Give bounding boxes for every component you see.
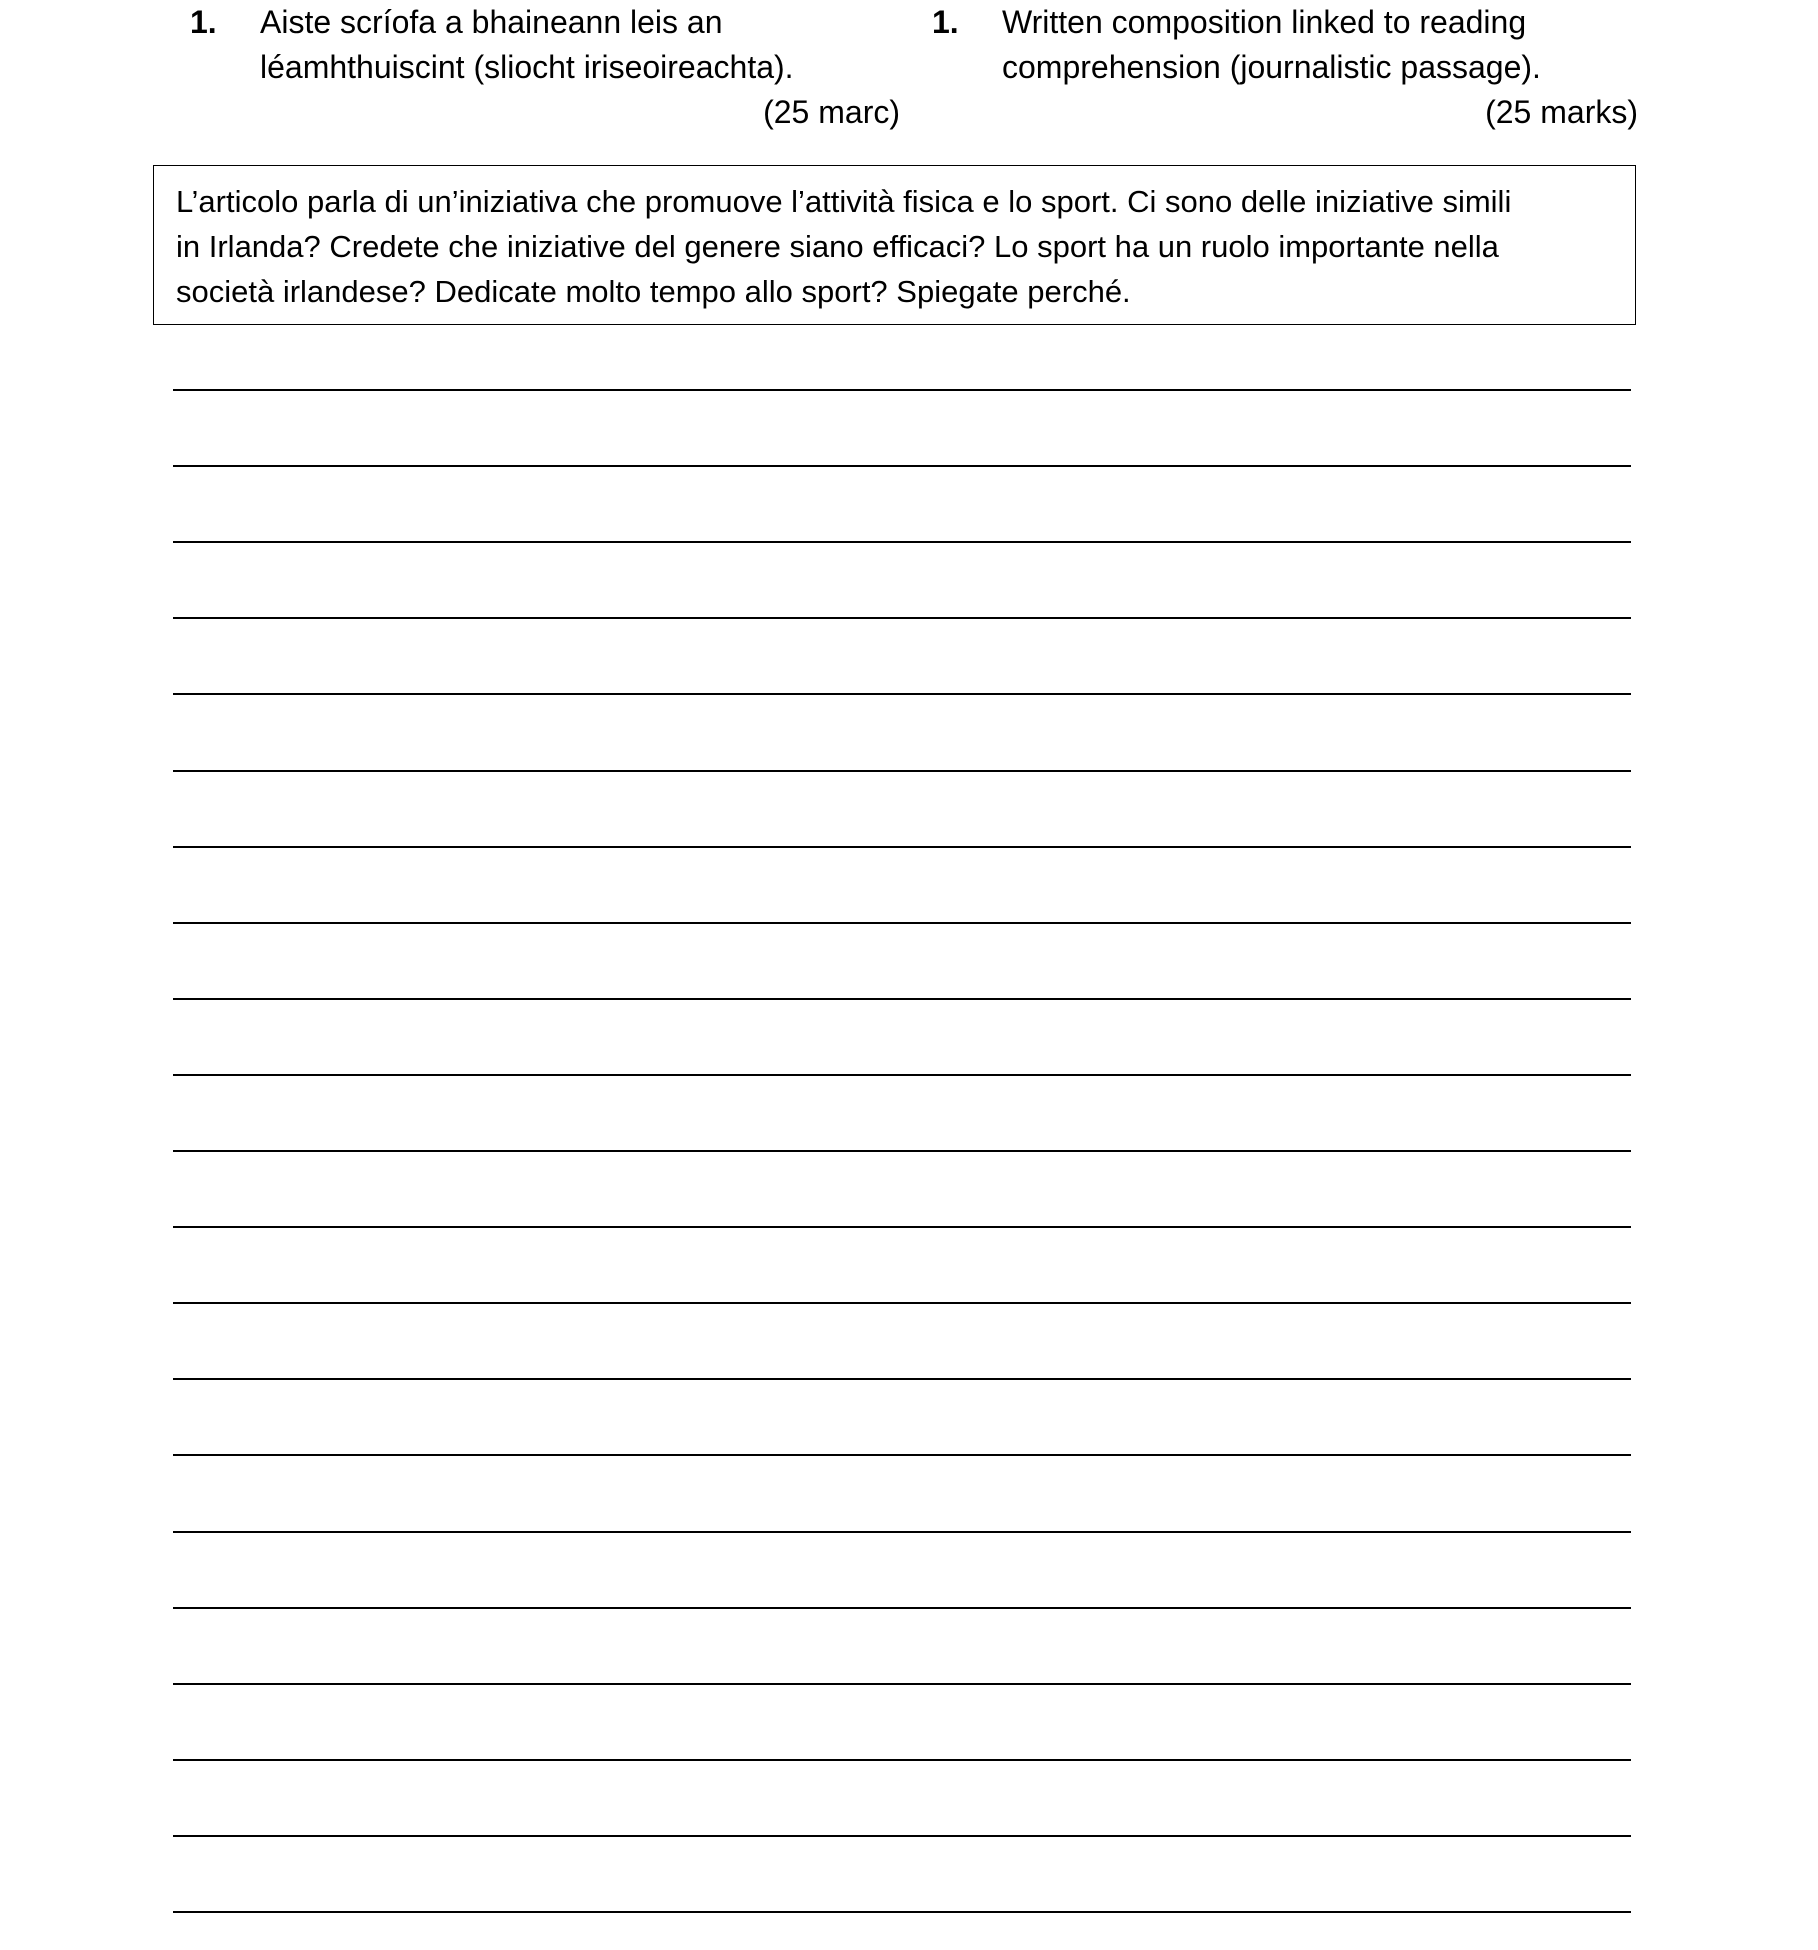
marks-irish: (25 marc) bbox=[763, 94, 900, 130]
answer-line[interactable] bbox=[173, 465, 1631, 467]
answer-line[interactable] bbox=[173, 846, 1631, 848]
answer-line[interactable] bbox=[173, 1759, 1631, 1761]
answer-line[interactable] bbox=[173, 1454, 1631, 1456]
answer-line[interactable] bbox=[173, 1074, 1631, 1076]
question-text-irish-line1: Aiste scríofa a bhaineann leis an bbox=[260, 4, 723, 40]
answer-line[interactable] bbox=[173, 998, 1631, 1000]
answer-line[interactable] bbox=[173, 693, 1631, 695]
answer-line[interactable] bbox=[173, 1683, 1631, 1685]
question-text-english-line1: Written composition linked to reading bbox=[1002, 4, 1527, 40]
answer-line[interactable] bbox=[173, 770, 1631, 772]
prompt-line: società irlandese? Dedicate molto tempo allo sport? Spiegate perché. bbox=[176, 274, 1131, 309]
prompt-line: L’articolo parla di un’iniziativa che promuove l’attività fisica e lo sport. Ci sono delle iniziative simili bbox=[176, 184, 1512, 219]
answer-line[interactable] bbox=[173, 1378, 1631, 1380]
answer-line[interactable] bbox=[173, 922, 1631, 924]
question-number-irish: 1. bbox=[190, 4, 217, 40]
answer-line[interactable] bbox=[173, 1607, 1631, 1609]
marks-english: (25 marks) bbox=[1485, 94, 1638, 130]
prompt-box bbox=[153, 165, 1636, 325]
question-text-irish-line2: léamhthuiscint (sliocht iriseoireachta). bbox=[260, 49, 794, 85]
answer-line[interactable] bbox=[173, 1302, 1631, 1304]
answer-line[interactable] bbox=[173, 1150, 1631, 1152]
question-number-english: 1. bbox=[932, 4, 959, 40]
answer-line[interactable] bbox=[173, 389, 1631, 391]
answer-line[interactable] bbox=[173, 617, 1631, 619]
question-text-english-line2: comprehension (journalistic passage). bbox=[1002, 49, 1541, 85]
answer-line[interactable] bbox=[173, 541, 1631, 543]
answer-line[interactable] bbox=[173, 1911, 1631, 1913]
answer-line[interactable] bbox=[173, 1531, 1631, 1533]
answer-line[interactable] bbox=[173, 1226, 1631, 1228]
prompt-line: in Irlanda? Credete che iniziative del genere siano efficaci? Lo sport ha un ruolo importante nella bbox=[176, 229, 1499, 264]
answer-line[interactable] bbox=[173, 1835, 1631, 1837]
